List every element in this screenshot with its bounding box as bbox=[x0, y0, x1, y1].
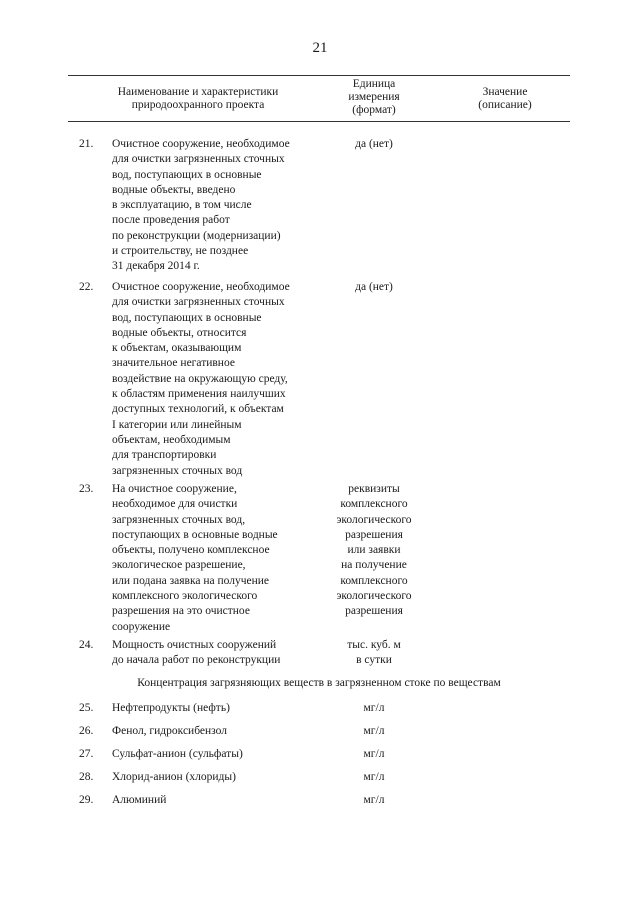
row-unit: мг/л bbox=[363, 748, 385, 760]
row-name: Сульфат-анион (сульфаты) bbox=[112, 748, 243, 760]
row-name: Фенол, гидроксибензол bbox=[112, 725, 227, 737]
header-top-rule bbox=[68, 75, 570, 76]
row-unit: мг/л bbox=[363, 725, 385, 737]
row-number: 21. bbox=[79, 138, 94, 150]
header-name-column: Наименование и характеристики природоохранного проекта bbox=[117, 86, 279, 111]
row-unit: да (нет) bbox=[355, 138, 393, 150]
header-value-column: Значение (описание) bbox=[478, 86, 532, 111]
row-unit: мг/л bbox=[363, 794, 385, 806]
row-number: 25. bbox=[79, 702, 94, 714]
row-number: 24. bbox=[79, 639, 94, 651]
row-name: Хлорид-анион (хлориды) bbox=[112, 771, 236, 783]
row-unit: тыс. куб. м в сутки bbox=[347, 639, 401, 667]
row-unit: реквизиты комплексного экологического разрешения или заявки на получение комплексного экологического разрешения bbox=[336, 483, 412, 618]
header-bottom-rule bbox=[68, 121, 570, 122]
row-unit: мг/л bbox=[363, 771, 385, 783]
row-name: Очистное сооружение, необходимое для очистки загрязненных сточных вод, поступающих в основные водные объекты, введено в эксплуатацию, в том числе после проведения работ по реконструкции (модернизации) и строительству, не позднее 31 декабря 2014 г. bbox=[112, 138, 290, 273]
row-number: 27. bbox=[79, 748, 94, 760]
row-number: 22. bbox=[79, 281, 94, 293]
row-number: 23. bbox=[79, 483, 94, 495]
row-name: Мощность очистных сооружений до начала работ по реконструкции bbox=[112, 639, 281, 667]
row-name: Очистное сооружение, необходимое для очистки загрязненных сточных вод, поступающих в основные водные объекты, относится к объектам, оказывающим значительное негативное воздействие на окружающую среду, к областям применения наилучших доступных технологий, к объектам I категории или линейным объектам, необходимым для транспортировки загрязненных сточных вод bbox=[112, 281, 290, 477]
row-number: 28. bbox=[79, 771, 94, 783]
header-unit-column: Единица измерения (формат) bbox=[348, 78, 400, 116]
row-name: Алюминий bbox=[112, 794, 167, 806]
section-heading: Концентрация загрязняющих веществ в загрязненном стоке по веществам bbox=[137, 677, 501, 689]
row-name: Нефтепродукты (нефть) bbox=[112, 702, 230, 714]
row-number: 26. bbox=[79, 725, 94, 737]
row-unit: мг/л bbox=[363, 702, 385, 714]
row-number: 29. bbox=[79, 794, 94, 806]
row-name: На очистное сооружение, необходимое для очистки загрязненных сточных вод, поступающих в основные водные объекты, получено комплексное экологическое разрешение, или подана заявка на получение комплексного экологического разрешения на это очистное сооружение bbox=[112, 483, 278, 633]
row-unit: да (нет) bbox=[355, 281, 393, 293]
page-number: 21 bbox=[312, 40, 328, 56]
